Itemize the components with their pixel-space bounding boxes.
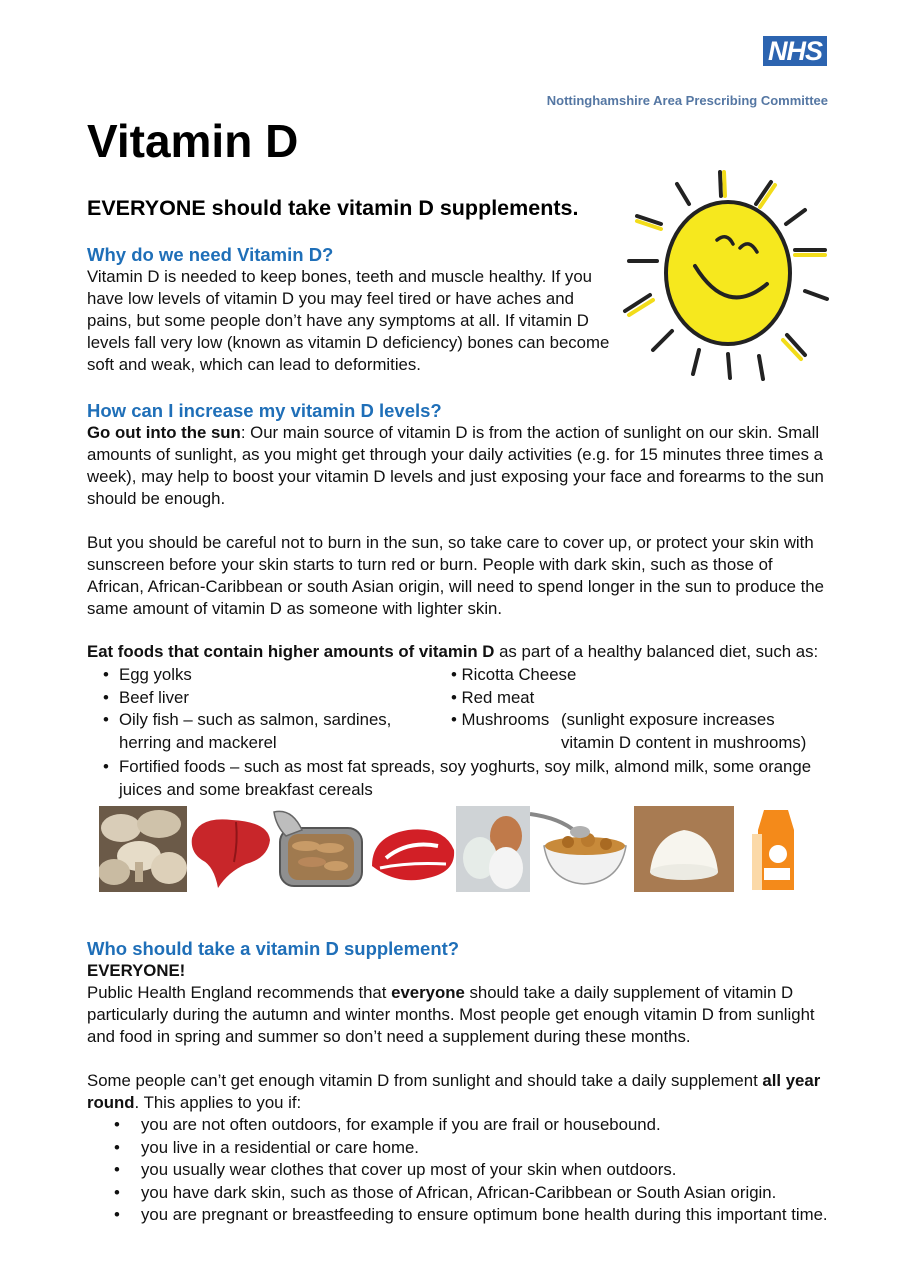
foods-list-left — [87, 664, 417, 754]
smiling-sun-illustration — [615, 160, 835, 390]
foods-intro — [87, 641, 827, 663]
page-title: Vitamin D — [87, 115, 299, 167]
food-item: • Oily fish – such as salmon, sardines, herring and mackerel — [87, 709, 417, 754]
food-item: • Egg yolks — [87, 664, 417, 687]
careful-paragraph: But you should be careful not to burn in the sun, so take care to cover up, or protect your skin with sunscreen before your skin starts to turn red or burn. People with dark skin, such as those of African, African-Caribbean or south Asian origin, will need to spend longer in the sun to produce the same amount of vitamin D as someone with lighter skin. — [87, 533, 824, 618]
fortified-list — [87, 756, 827, 801]
conditions-list — [87, 1114, 847, 1227]
all-year-paragraph: Some people can’t get enough vitamin D from sunlight and should take a daily supplement all year round. This applies to you if: — [87, 1071, 821, 1112]
eggs-image — [456, 806, 530, 892]
food-item-fortified: • Fortified foods – such as most fat spreads, soy yoghurts, soy milk, almond milk, some orange juices and some breakfast cereals — [87, 756, 827, 801]
mushroom-note: (sunlight exposure increases vitamin D content in mushrooms) — [561, 710, 807, 752]
condition-item: • you live in a residential or care home. — [87, 1137, 847, 1160]
phe-paragraph: Public Health England recommends that everyone should take a daily supplement of vitamin D particularly during the autumn and winter months. Most people get enough vitamin D from sunlight and food in spring and summer so don’t need a supplement during these months. — [87, 983, 815, 1046]
everyone-text: EVERYONE! — [87, 961, 186, 980]
food-item: • Beef liver — [87, 687, 417, 710]
food-item: • Mushrooms (sunlight exposure increases vitamin D content in mushrooms) — [451, 709, 831, 732]
foods-list-right — [451, 664, 831, 752]
phe-bold: everyone — [391, 983, 465, 1002]
condition-item: • you are not often outdoors, for example if you are frail or housebound. — [87, 1114, 847, 1137]
all-year-bold: all year round — [87, 1071, 821, 1112]
sun-paragraph — [87, 422, 827, 510]
sun-text: : Our main source of vitamin D is from the action of sunlight on our skin. Small amounts of sunlight, as you might get through your daily activities (e.g. for 15 minutes three times a week), may help to boost your vitamin D levels and just exposing your face and forearms to the sun should be enough. — [87, 423, 824, 508]
ricotta-image — [634, 806, 734, 892]
nhs-logo: NHS — [763, 36, 827, 66]
heading-why: Why do we need Vitamin D? — [87, 244, 334, 265]
cereal-bowl-image — [530, 806, 632, 892]
condition-item: • you usually wear clothes that cover up most of your skin when outdoors. — [87, 1159, 847, 1182]
condition-item: • you are pregnant or breastfeeding to ensure optimum bone health during this important time. — [87, 1204, 847, 1227]
page-subtitle: EVERYONE should take vitamin D supplements. — [87, 196, 579, 220]
condition-item: • you have dark skin, such as those of African, African-Caribbean or South Asian origin. — [87, 1182, 847, 1205]
milk-carton-image — [750, 806, 796, 892]
food-item: • Ricotta Cheese — [451, 665, 577, 684]
heading-increase: How can I increase my vitamin D levels? — [87, 400, 442, 421]
foods-lead: Eat foods that contain higher amounts of vitamin D — [87, 642, 495, 661]
steak-image — [368, 806, 458, 892]
why-text: Vitamin D is needed to keep bones, teeth and muscle healthy. If you have low levels of vitamin D you may feel tired or have aches and pains, but some people don’t have any symptoms at all. If vitamin D levels fall very low (known as vitamin D deficiency) bones can become soft and weak, which can lead to deformities. — [87, 267, 610, 374]
mushrooms-image — [99, 806, 187, 892]
food-item: • Red meat — [451, 687, 535, 707]
liver-image — [188, 806, 272, 892]
heading-who: Who should take a vitamin D supplement? — [87, 938, 460, 959]
sardine-tin-image — [272, 806, 364, 892]
sun-lead: Go out into the sun — [87, 423, 241, 442]
foods-rest: as part of a healthy balanced diet, such as: — [494, 642, 819, 661]
committee-name: Nottinghamshire Area Prescribing Committee — [546, 93, 828, 108]
